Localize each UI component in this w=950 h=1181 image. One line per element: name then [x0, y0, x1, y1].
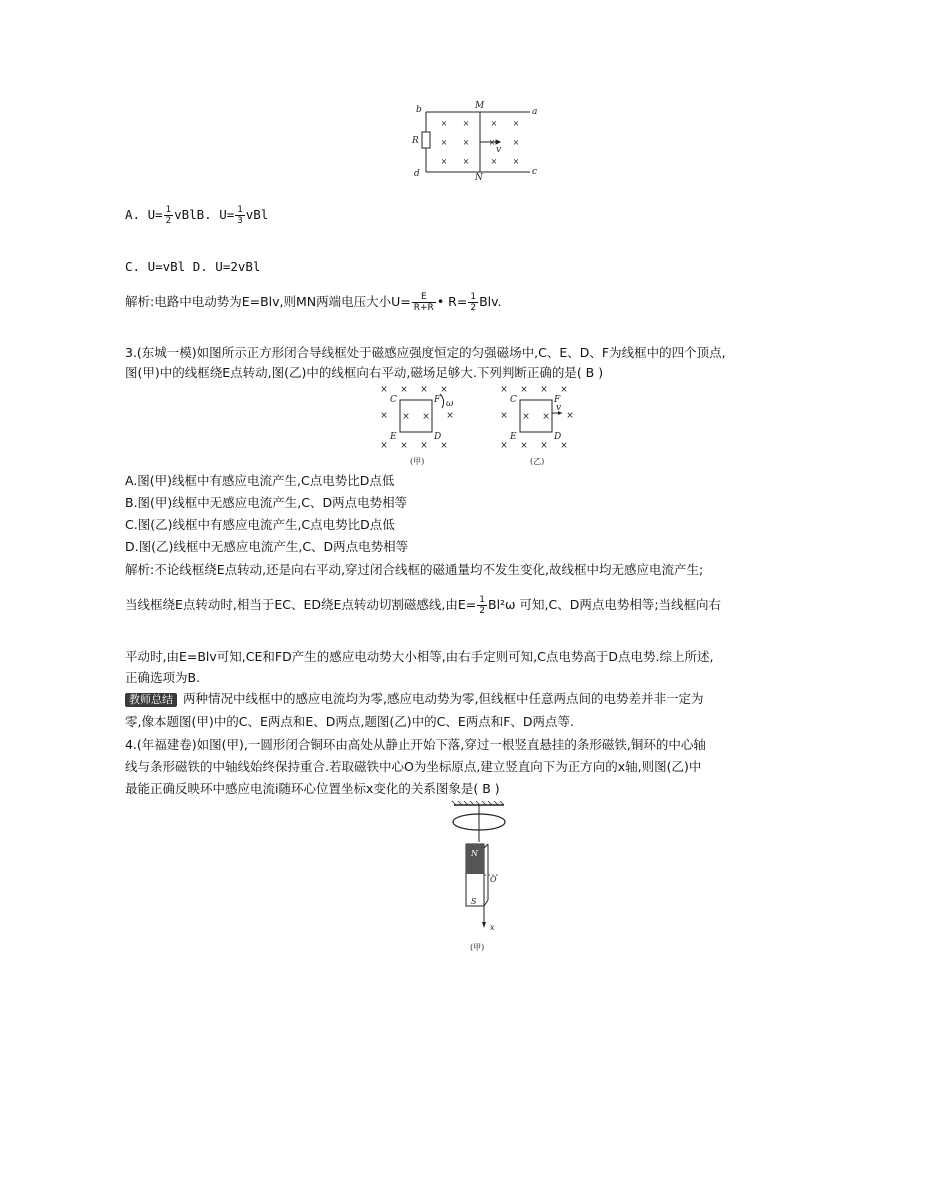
svg-text:×: ×	[380, 385, 388, 395]
label-C: C	[390, 395, 397, 405]
svg-text:×: ×	[462, 157, 470, 166]
teacher-summary-line2: 零,像本题图(甲)中的C、E两点和E、D两点,题图(乙)中的C、E两点和F、D两点等.	[125, 714, 575, 729]
label-F: F	[554, 395, 561, 405]
q2-analysis: 解析:电路中电动势为E=Blv,则MN两端电压大小U= $\frac{E}{R+R}$ • R= $\frac{1}{2}$ Blv.	[125, 292, 502, 313]
svg-text:×: ×	[500, 441, 508, 451]
q3-option-d: D.图(乙)线框中无感应电流产生,C、D两点电势相等	[125, 539, 409, 554]
label-D: D	[554, 432, 562, 442]
svg-text:×: ×	[560, 441, 568, 451]
label-E: E	[510, 432, 517, 442]
q3-analysis-line2: 当线框绕E点转动时,相当于EC、ED绕E点转动切割磁感线,由E= $\frac{1}{2}$ Bl²ω 可知,C、D两点电势相等;当线框向右	[125, 595, 722, 616]
label-D: D	[434, 432, 442, 442]
svg-text:×: ×	[500, 411, 508, 421]
q3-stem-line1: 3.(东城一模)如图所示正方形闭合导线框处于磁感应强度恒定的匀强磁场中,C、E、D、F为线框中的四个顶点,	[125, 345, 726, 360]
label-N: N	[471, 849, 478, 858]
svg-text:×: ×	[540, 385, 548, 395]
svg-text:×: ×	[462, 138, 470, 147]
svg-text:×: ×	[522, 412, 530, 422]
svg-text:×: ×	[440, 385, 448, 395]
svg-text:×: ×	[446, 411, 454, 421]
svg-text:×: ×	[420, 441, 428, 451]
svg-text:×: ×	[512, 119, 520, 128]
svg-text:×: ×	[512, 138, 520, 147]
label-x: x	[490, 923, 495, 932]
svg-text:×: ×	[490, 157, 498, 166]
q3-option-b: B.图(甲)线框中无感应电流产生,C、D两点电势相等	[125, 495, 408, 510]
label-N: N	[475, 173, 483, 182]
svg-text:×: ×	[542, 412, 550, 422]
teacher-summary-badge: 教师总结	[125, 693, 177, 707]
svg-text:×: ×	[566, 411, 574, 421]
label-v: v	[496, 145, 502, 155]
frame-figure-yi	[492, 382, 592, 470]
label-b: b	[416, 105, 422, 115]
svg-text:×: ×	[488, 138, 496, 147]
frame-figure-jia	[372, 382, 472, 470]
caption-yi: (乙)	[530, 457, 545, 466]
q4-stem-line2: 线与条形磁铁的中轴线始终保持重合.若取磁铁中心O为坐标原点,建立竖直向下为正方向的x轴,则图(乙)中	[125, 759, 702, 774]
svg-text:×: ×	[500, 385, 508, 395]
label-R: R	[412, 136, 419, 146]
svg-text:×: ×	[380, 411, 388, 421]
svg-text:×: ×	[462, 119, 470, 128]
svg-text:×: ×	[440, 441, 448, 451]
q2-options-ab: A. U= $\frac{1}{2}$ vBlB. U= $\frac{1}{3}$ vBl	[125, 205, 269, 226]
svg-text:×: ×	[490, 119, 498, 128]
label-O: O	[490, 875, 497, 884]
label-d: d	[414, 169, 420, 179]
svg-text:×: ×	[520, 385, 528, 395]
circuit-figure	[408, 100, 548, 182]
q3-option-a: A.图(甲)线框中有感应电流产生,C点电势比D点低	[125, 473, 395, 488]
q3-analysis-line3: 平动时,由E=Blv可知,CE和FD产生的感应电动势大小相等,由右手定则可知,C点电势高于D点电势.综上所述,	[125, 649, 714, 664]
label-omega: ω	[446, 399, 454, 409]
label-F: F	[434, 395, 441, 405]
svg-text:×: ×	[440, 157, 448, 166]
q4-stem-line1: 4.(年福建卷)如图(甲),一圆形闭合铜环由高处从静止开始下落,穿过一根竖直悬挂的条形磁铁,铜环的中心轴	[125, 737, 706, 752]
svg-text:×: ×	[540, 441, 548, 451]
svg-text:×: ×	[400, 385, 408, 395]
svg-text:×: ×	[402, 412, 410, 422]
q3-stem-line2: 图(甲)中的线框绕E点转动,图(乙)中的线框向右平动,磁场足够大.下列判断正确的是( B )	[125, 365, 604, 380]
caption-jia: (甲)	[410, 457, 425, 466]
q4-stem-line3: 最能正确反映环中感应电流i随环心位置坐标x变化的关系图象是( B )	[125, 781, 500, 796]
svg-text:×: ×	[380, 441, 388, 451]
label-E: E	[390, 432, 397, 442]
svg-text:×: ×	[422, 412, 430, 422]
q2-options-cd: C. U=vBl D. U=2vBl	[125, 259, 261, 274]
label-a: a	[532, 107, 538, 117]
svg-text:×: ×	[420, 385, 428, 395]
svg-text:×: ×	[560, 385, 568, 395]
label-S: S	[471, 897, 477, 906]
label-c: c	[532, 167, 538, 177]
svg-text:×: ×	[440, 119, 448, 128]
q3-analysis-line4: 正确选项为B.	[125, 670, 201, 685]
label-C: C	[510, 395, 517, 405]
label-v: v	[556, 403, 562, 413]
q3-option-c: C.图(乙)线框中有感应电流产生,C点电势比D点低	[125, 517, 395, 532]
ring-magnet-figure	[440, 800, 530, 956]
svg-text:×: ×	[512, 157, 520, 166]
caption-jia: (甲)	[470, 943, 485, 952]
label-M: M	[475, 101, 485, 111]
svg-text:×: ×	[440, 138, 448, 147]
q3-analysis-line1: 解析:不论线框绕E点转动,还是向右平动,穿过闭合线框的磁通量均不发生变化,故线框中均无感应电流产生;	[125, 562, 704, 577]
svg-text:×: ×	[520, 441, 528, 451]
svg-text:×: ×	[400, 441, 408, 451]
teacher-summary-line1: 教师总结 两种情况中线框中的感应电流均为零,感应电动势为零,但线框中任意两点间的电势差并非一定为	[125, 690, 703, 708]
